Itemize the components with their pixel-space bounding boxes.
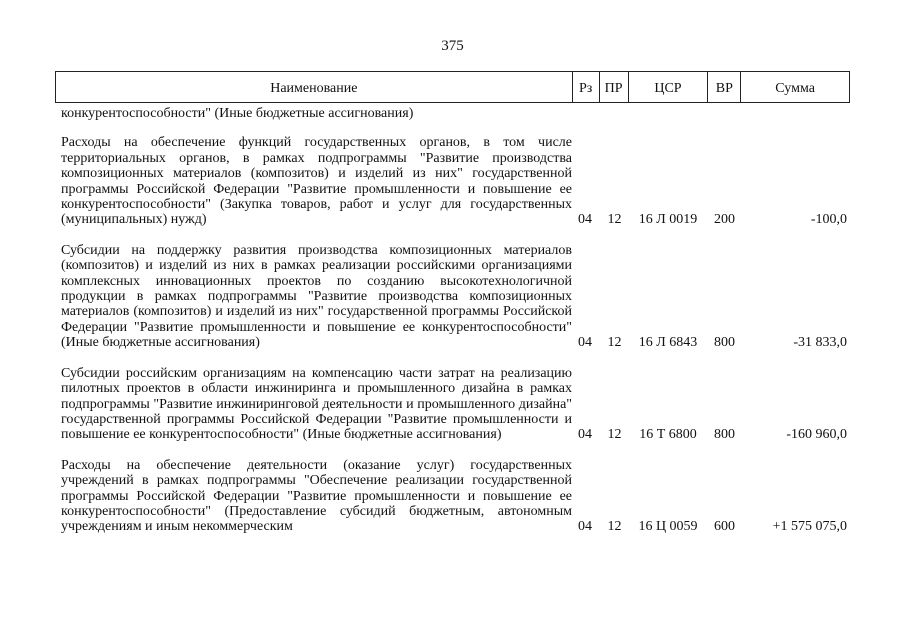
row-sum: -100,0 [810, 212, 847, 228]
row-name: Субсидии на поддержку развития производства композиционных материалов (композитов) и изделий из них в рамках реализации российскими организациями комплексных инновационных проектов по созданию высокотехнологичной продукции в рамках подпрограммы "Развитие производства композиционных материалов (композитов) и изделий из них" государственной программы Российской Федерации "Развитие промышленности и повышение ее конкурентоспособности" (Иные бюджетные ассигнования) [61, 242, 572, 351]
row-vr: 600 [714, 519, 735, 535]
row-name: Расходы на обеспечение деятельности (оказание услуг) государственных учреждений в рамках подпрограммы "Обеспечение реализации государственной программы Российской Федерации "Развитие промышленности и повышение ее конкурентоспособности" (Предоставление субсидий бюджетным, автономным учреждениям и иным некоммерческим [61, 457, 572, 535]
table-row [55, 135, 850, 227]
header-csr: ЦСР [628, 72, 708, 102]
row-vr: 800 [714, 335, 735, 351]
row-csr: 16 Т 6800 [639, 427, 697, 443]
row-csr: 16 Ц 0059 [638, 519, 698, 535]
table-row [55, 458, 850, 535]
header-rz: Рз [572, 72, 599, 102]
table-body [55, 106, 850, 550]
row-pr: 12 [607, 519, 622, 535]
row-name: конкурентоспособности" (Иные бюджетные ассигнования) [61, 106, 414, 121]
header-name: Наименование [270, 80, 358, 96]
row-name: Субсидии российским организациям на компенсацию части затрат на реализацию пилотных проектов в области инжиниринга и промышленного дизайна в рамках подпрограммы "Развитие инжиниринговой деятельности и промышленного дизайна" государственной программы Российской Федерации "Развитие промышленности и повышение ее конкурентоспособности" (Иные бюджетные ассигнования) [61, 365, 572, 443]
table-row [55, 106, 850, 121]
row-rz: 04 [578, 427, 592, 443]
row-sum: -31 833,0 [793, 335, 847, 351]
row-rz: 04 [578, 212, 592, 228]
header-sum: Сумма [740, 72, 849, 102]
row-vr: 200 [714, 212, 735, 228]
row-rz: 04 [578, 335, 592, 351]
table-row [55, 243, 850, 351]
row-csr: 16 Л 0019 [638, 212, 698, 228]
table-header [55, 71, 850, 103]
row-sum: -160 960,0 [786, 427, 847, 443]
row-csr: 16 Л 6843 [638, 335, 698, 351]
row-pr: 12 [607, 427, 622, 443]
header-pr: ПР [599, 72, 628, 102]
row-name: Расходы на обеспечение функций государственных органов, в том числе территориальных органов, в рамках подпрограммы "Развитие производства композиционных материалов (композитов) и изделий из них" государственной программы Российской Федерации "Развитие промышленности и повышение ее конкурентоспособности" (Закупка товаров, работ и услуг для государственных (муниципальных) нужд) [61, 135, 572, 228]
row-sum: +1 575 075,0 [772, 519, 847, 535]
row-pr: 12 [607, 335, 622, 351]
page-number: 375 [441, 38, 464, 54]
row-rz: 04 [578, 519, 592, 535]
table-row [55, 366, 850, 443]
row-pr: 12 [607, 212, 622, 228]
header-vr: ВР [707, 72, 740, 102]
row-vr: 800 [714, 427, 735, 443]
